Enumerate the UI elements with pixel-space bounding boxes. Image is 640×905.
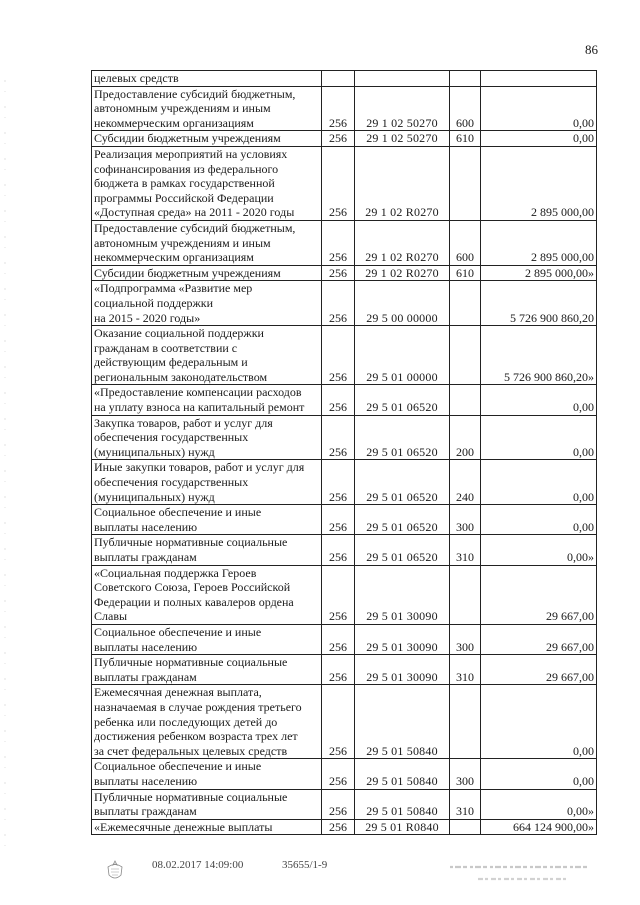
expense-name-line: выплаты гражданам <box>94 804 197 819</box>
expense-type-cell: 300 <box>450 624 481 654</box>
target-article-cell: 29 5 01 30090 <box>355 565 450 624</box>
footer-document-number: 35655/1-9 <box>282 859 328 871</box>
amount-cell: 0,00 <box>481 86 597 131</box>
expense-name-cell <box>92 71 322 87</box>
department-code-cell: 256 <box>322 220 355 265</box>
table-row <box>92 535 597 565</box>
department-code-cell: 256 <box>322 385 355 415</box>
expense-name-line: бюджета в рамках государственной <box>94 176 275 191</box>
amount-cell: 0,00 <box>481 759 597 789</box>
target-article-cell: 29 5 01 06520 <box>355 460 450 505</box>
expense-name-cell <box>92 326 322 385</box>
amount-cell: 0,00 <box>481 415 597 460</box>
expense-name-cell <box>92 281 322 326</box>
target-article-cell: 29 5 01 50840 <box>355 759 450 789</box>
expense-name-line: Субсидии бюджетным учреждениям <box>94 265 281 280</box>
expense-name-line: Публичные нормативные социальные <box>94 789 288 804</box>
table-row <box>92 819 597 835</box>
amount-cell: 2 895 000,00» <box>481 265 597 281</box>
expense-name-cell <box>92 624 322 654</box>
table-row <box>92 655 597 685</box>
department-code-cell: 256 <box>322 86 355 131</box>
department-code-cell: 256 <box>322 415 355 460</box>
expense-name-line: Предоставление субсидий бюджетным, <box>94 86 296 101</box>
department-code-cell: 256 <box>322 326 355 385</box>
expense-name-cell <box>92 385 322 415</box>
department-code-cell <box>322 71 355 87</box>
target-article-cell: 29 5 01 06520 <box>355 505 450 535</box>
amount-cell: 0,00» <box>481 535 597 565</box>
expense-name-line: Реализация мероприятий на условиях <box>94 146 288 161</box>
expense-name-line: региональным законодательством <box>94 369 268 384</box>
expense-name-line: Оказание социальной поддержки <box>94 326 264 341</box>
expense-name-cell <box>92 265 322 281</box>
amount-cell <box>481 71 597 87</box>
department-code-cell: 256 <box>322 281 355 326</box>
expense-name-line: выплаты гражданам <box>94 669 197 684</box>
expense-name-line: Социальное обеспечение и иные <box>94 505 262 520</box>
expense-name-line: (муниципальных) нужд <box>94 489 215 504</box>
expense-name-line: за счет федеральных целевых средств <box>94 743 288 758</box>
expense-name-line: Публичные нормативные социальные <box>94 535 288 550</box>
amount-cell: 5 726 900 860,20 <box>481 281 597 326</box>
expense-name-line: ребенка или последующих детей до <box>94 714 278 729</box>
expense-name-line: целевых средств <box>94 71 179 85</box>
target-article-cell: 29 5 01 06520 <box>355 535 450 565</box>
expense-name-cell <box>92 565 322 624</box>
expense-name-line: Советского Союза, Героев Российской <box>94 580 291 595</box>
expense-name-cell <box>92 460 322 505</box>
amount-cell: 0,00» <box>481 789 597 819</box>
amount-cell: 2 895 000,00 <box>481 220 597 265</box>
expense-name-line: софинансирования из федерального <box>94 161 279 176</box>
expense-name-line: назначаемая в случае рождения третьего <box>94 699 302 714</box>
expense-name-cell <box>92 220 322 265</box>
department-code-cell: 256 <box>322 131 355 147</box>
department-code-cell: 256 <box>322 505 355 535</box>
target-article-cell: 29 5 01 06520 <box>355 415 450 460</box>
faded-seal-text-icon <box>448 859 598 889</box>
expense-type-cell <box>450 385 481 415</box>
expense-name-line: «Социальная поддержка Героев <box>94 565 257 580</box>
expense-name-line: «Подпрограмма «Развитие мер <box>94 281 253 296</box>
department-code-cell: 256 <box>322 759 355 789</box>
expense-name-line: Публичные нормативные социальные <box>94 655 288 670</box>
amount-cell: 29 667,00 <box>481 565 597 624</box>
amount-cell: 664 124 900,00» <box>481 819 597 835</box>
table-row <box>92 789 597 819</box>
target-article-cell: 29 5 01 30090 <box>355 655 450 685</box>
target-article-cell: 29 5 01 30090 <box>355 624 450 654</box>
target-article-cell: 29 1 02 50270 <box>355 86 450 131</box>
expense-name-cell <box>92 146 322 220</box>
expense-type-cell: 310 <box>450 535 481 565</box>
table-row <box>92 71 597 87</box>
expense-name-line: выплаты населению <box>94 519 198 534</box>
department-code-cell: 256 <box>322 685 355 759</box>
expense-name-line: автономным учреждениям и иным <box>94 235 271 250</box>
target-article-cell: 29 5 01 00000 <box>355 326 450 385</box>
target-article-cell: 29 1 02 50270 <box>355 131 450 147</box>
department-code-cell: 256 <box>322 535 355 565</box>
amount-cell: 0,00 <box>481 505 597 535</box>
expense-name-line: программы Российской Федерации <box>94 190 274 205</box>
department-code-cell: 256 <box>322 624 355 654</box>
expense-name-line: Социальное обеспечение и иные <box>94 624 262 639</box>
expense-name-line: некоммерческим организациям <box>94 250 254 265</box>
amount-cell: 0,00 <box>481 385 597 415</box>
budget-table-body <box>92 71 597 835</box>
expense-name-cell <box>92 655 322 685</box>
amount-cell: 5 726 900 860,20» <box>481 326 597 385</box>
table-row <box>92 415 597 460</box>
expense-name-cell <box>92 505 322 535</box>
target-article-cell: 29 5 00 00000 <box>355 281 450 326</box>
expense-type-cell: 300 <box>450 505 481 535</box>
budget-table <box>91 70 597 835</box>
expense-name-line: «Предоставление компенсации расходов <box>94 385 302 400</box>
expense-name-cell <box>92 685 322 759</box>
table-row <box>92 505 597 535</box>
expense-name-line: Иные закупки товаров, работ и услуг для <box>94 460 305 475</box>
expense-name-cell <box>92 789 322 819</box>
target-article-cell: 29 1 02 R0270 <box>355 146 450 220</box>
department-code-cell: 256 <box>322 819 355 835</box>
department-code-cell: 256 <box>322 789 355 819</box>
target-article-cell: 29 5 01 06520 <box>355 385 450 415</box>
target-article-cell <box>355 71 450 87</box>
department-code-cell: 256 <box>322 460 355 505</box>
table-row <box>92 624 597 654</box>
expense-type-cell: 310 <box>450 789 481 819</box>
expense-type-cell: 610 <box>450 131 481 147</box>
expense-name-line: на уплату взноса на капитальный ремонт <box>94 400 305 415</box>
amount-cell: 0,00 <box>481 685 597 759</box>
table-row <box>92 326 597 385</box>
expense-type-cell <box>450 685 481 759</box>
expense-type-cell: 300 <box>450 759 481 789</box>
scan-margin-marks-icon <box>3 80 7 860</box>
table-row <box>92 565 597 624</box>
amount-cell: 29 667,00 <box>481 655 597 685</box>
target-article-cell: 29 1 02 R0270 <box>355 265 450 281</box>
expense-name-line: выплаты населению <box>94 639 198 654</box>
table-row <box>92 685 597 759</box>
expense-name-line: обеспечения государственных <box>94 430 249 445</box>
expense-name-line: выплаты населению <box>94 773 198 788</box>
table-row <box>92 146 597 220</box>
expense-name-line: действующим федеральным и <box>94 355 248 370</box>
target-article-cell: 29 5 01 R0840 <box>355 819 450 835</box>
expense-name-cell <box>92 759 322 789</box>
expense-type-cell <box>450 71 481 87</box>
department-code-cell: 256 <box>322 655 355 685</box>
emblem-icon <box>104 859 126 883</box>
expense-type-cell: 610 <box>450 265 481 281</box>
expense-name-line: Закупка товаров, работ и услуг для <box>94 415 273 430</box>
expense-name-line: Социальное обеспечение и иные <box>94 759 262 774</box>
expense-type-cell <box>450 565 481 624</box>
department-code-cell: 256 <box>322 265 355 281</box>
expense-name-cell <box>92 535 322 565</box>
expense-name-line: Федерации и полных кавалеров ордена <box>94 594 294 609</box>
expense-name-line: обеспечения государственных <box>94 475 249 490</box>
expense-type-cell: 240 <box>450 460 481 505</box>
table-row <box>92 281 597 326</box>
table-row <box>92 86 597 131</box>
expense-type-cell <box>450 819 481 835</box>
expense-name-line: (муниципальных) нужд <box>94 444 215 459</box>
expense-type-cell <box>450 146 481 220</box>
expense-type-cell: 200 <box>450 415 481 460</box>
expense-type-cell: 600 <box>450 86 481 131</box>
expense-name-cell <box>92 819 322 835</box>
expense-type-cell <box>450 281 481 326</box>
table-row <box>92 759 597 789</box>
expense-name-line: Славы <box>94 609 128 624</box>
target-article-cell: 29 5 01 50840 <box>355 789 450 819</box>
expense-name-line: «Ежемесячные денежные выплаты <box>94 819 273 834</box>
table-row <box>92 385 597 415</box>
table-row <box>92 265 597 281</box>
amount-cell: 0,00 <box>481 131 597 147</box>
page-number: 86 <box>585 42 598 57</box>
expense-name-line: Предоставление субсидий бюджетным, <box>94 220 296 235</box>
footer-timestamp: 08.02.2017 14:09:00 <box>152 859 244 871</box>
expense-type-cell: 600 <box>450 220 481 265</box>
table-row <box>92 131 597 147</box>
expense-name-line: автономным учреждениям и иным <box>94 101 271 116</box>
expense-type-cell: 310 <box>450 655 481 685</box>
expense-name-line: социальной поддержки <box>94 295 214 310</box>
table-row <box>92 460 597 505</box>
expense-name-cell <box>92 86 322 131</box>
amount-cell: 2 895 000,00 <box>481 146 597 220</box>
expense-name-line: «Доступная среда» на 2011 - 2020 годы <box>94 205 295 220</box>
expense-type-cell <box>450 326 481 385</box>
expense-name-line: Субсидии бюджетным учреждениям <box>94 131 281 146</box>
department-code-cell: 256 <box>322 146 355 220</box>
target-article-cell: 29 5 01 50840 <box>355 685 450 759</box>
expense-name-line: Ежемесячная денежная выплата, <box>94 685 262 700</box>
expense-name-line: на 2015 - 2020 годы» <box>94 310 201 325</box>
target-article-cell: 29 1 02 R0270 <box>355 220 450 265</box>
expense-name-line: гражданам в соответствии с <box>94 340 238 355</box>
amount-cell: 29 667,00 <box>481 624 597 654</box>
department-code-cell: 256 <box>322 565 355 624</box>
expense-name-line: некоммерческим организациям <box>94 115 254 130</box>
page-footer <box>0 857 640 897</box>
expense-name-cell <box>92 415 322 460</box>
table-row <box>92 220 597 265</box>
expense-name-line: достижения ребенком возраста трех лет <box>94 729 298 744</box>
expense-name-line: выплаты гражданам <box>94 550 197 564</box>
amount-cell: 0,00 <box>481 460 597 505</box>
expense-name-cell <box>92 131 322 147</box>
